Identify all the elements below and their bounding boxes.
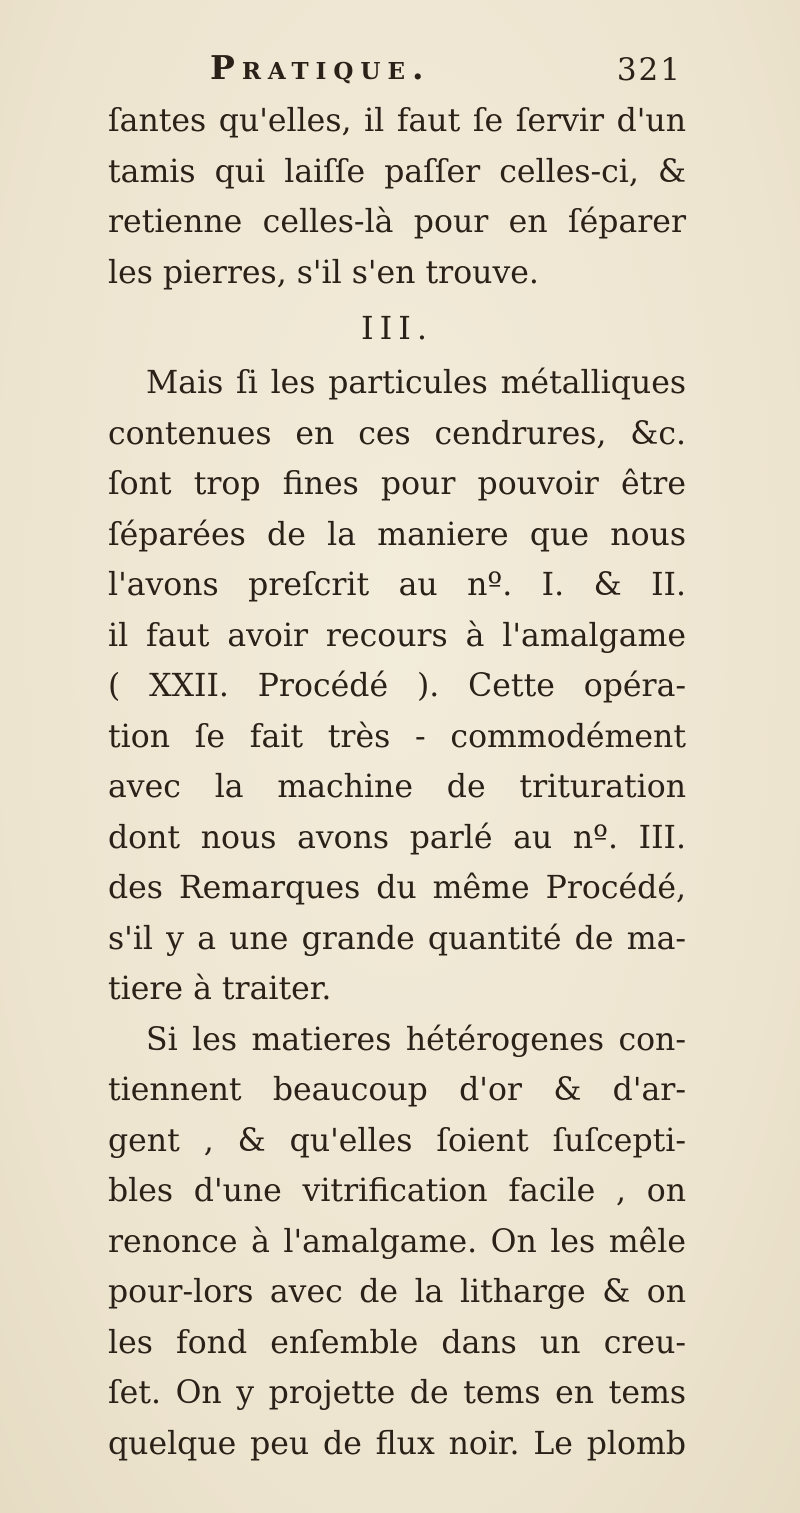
text-line: contenues en ces cendrures, &c. [108,415,686,452]
paragraph-si [108,1015,686,1470]
running-head-title: Pratique. [210,48,431,87]
paragraph-mais [108,358,686,1015]
text-line: tiennent beaucoup d'or & d'ar- [108,1072,686,1108]
book-page [108,40,686,1460]
text-line: s'il y a une grande quantité de ma- [108,920,686,957]
text-line: ſont trop fines pour pouvoir être [108,466,686,502]
text-line: dont nous avons parlé au nº. III. [108,819,686,856]
text-line: ſet. On y projette de tems en tems [108,1375,686,1411]
text-line: quelque peu de flux noir. Le plomb [108,1425,686,1462]
text-line: renonce à l'amalgame. On les mêle [108,1223,686,1260]
text-line: il faut avoir recours à l'amalgame [108,617,686,654]
text-line: Si les matieres hétérogenes con- [146,1021,686,1058]
section-number: III. [360,309,434,347]
text-line: les fond enſemble dans un creu- [108,1324,686,1361]
text-line: bles d'une vitrification facile , on [108,1173,686,1209]
text-line: gent , & qu'elles ſoient ſuſcepti- [108,1122,686,1159]
text-line: tamis qui laiſſe paſſer celles-ci, & [108,153,686,190]
text-line: ſantes qu'elles, il faut ſe ſervir d'un [108,103,686,139]
text-line: ( XXII. Procédé ). Cette opéra- [108,668,686,704]
running-head [108,40,686,96]
text-line: avec la machine de trituration [108,769,686,805]
text-line: des Remarques du même Procédé, [108,870,686,906]
text-line: l'avons preſcrit au nº. I. & II. [108,567,686,603]
paragraph-continued [108,96,686,298]
page-number: 321 [616,52,682,88]
text-line: Mais ſi les particules métalliques [146,365,686,401]
text-line: tion ſe fait très - commodément [108,718,686,755]
text-line: retienne celles-là pour en ſéparer [108,204,686,240]
text-line: ſéparées de la maniere que nous [108,516,686,553]
text-line: tiere à traiter. [108,971,332,1007]
text-line: pour-lors avec de la litharge & on [108,1274,686,1310]
text-line: les pierres, s'il s'en trouve. [108,254,539,291]
